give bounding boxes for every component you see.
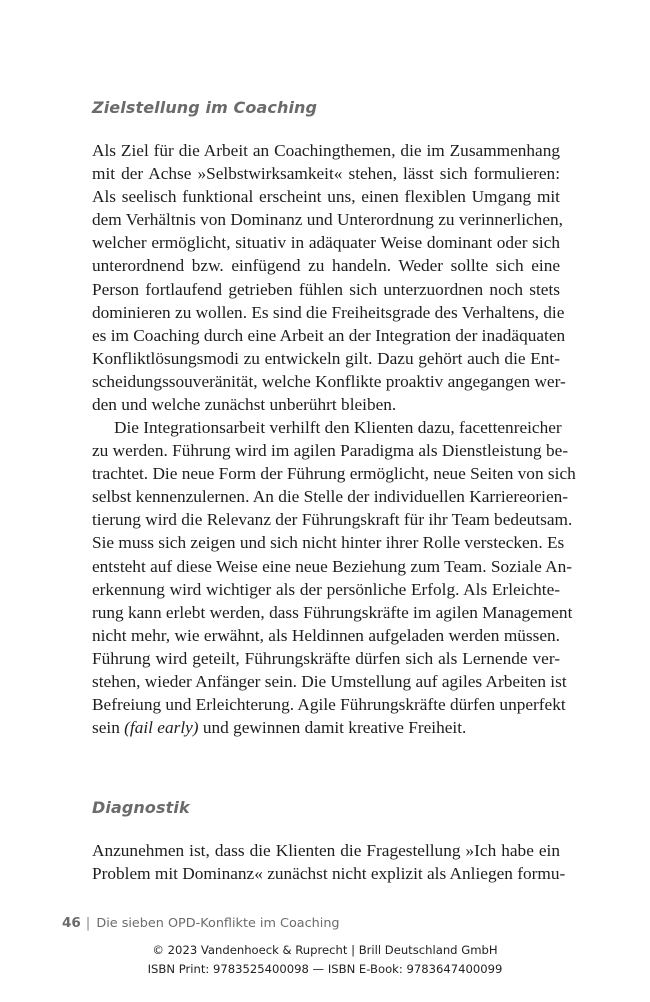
text-line: Problem mit Dominanz« zunächst nicht explizit als Anliegen formu- bbox=[92, 864, 566, 884]
paragraph-diagnostik-1 bbox=[92, 839, 566, 885]
running-footer bbox=[62, 915, 340, 931]
text-line: den und welche zunächst unberührt bleiben. bbox=[92, 395, 397, 415]
text-line: trachtet. Die neue Form der Führung ermöglicht, neue Seiten von sich bbox=[92, 464, 576, 484]
text-line: tierung wird die Relevanz der Führungskraft für ihr Team bedeutsam. bbox=[92, 510, 573, 530]
text-line: nicht mehr, wie erwähnt, als Heldinnen aufgeladen werden müssen. bbox=[92, 625, 560, 645]
text-line: dominieren zu wollen. Es sind die Freiheitsgrade des Verhaltens, die bbox=[92, 302, 565, 322]
text-line: Befreiung und Erleichterung. Agile Führungskräfte dürfen unperfekt bbox=[92, 695, 566, 715]
text-line: erkennung wird wichtiger als der persönliche Erfolg. Als Erleichte- bbox=[92, 579, 560, 599]
text-line: Führung wird geteilt, Führungskräfte dürfen sich als Lernende ver- bbox=[92, 648, 560, 668]
text-line: zu werden. Führung wird im agilen Paradigma als Dienstleistung be- bbox=[92, 441, 569, 461]
text-line: unterordnend bzw. einfügend zu handeln. Weder sollte sich eine bbox=[92, 256, 560, 276]
copyright-notice: © 2023 Vandenhoeck & Ruprecht | Brill Deutschland GmbH bbox=[152, 943, 498, 957]
text-line: Konfliktlösungsmodi zu entwickeln gilt. Dazu gehört auch die Ent- bbox=[92, 348, 560, 368]
text-line: entsteht auf diese Weise eine neue Beziehung zum Team. Soziale An- bbox=[92, 556, 572, 576]
page-number: 46 bbox=[62, 915, 81, 931]
book-title: Die sieben OPD-Konflikte im Coaching bbox=[96, 916, 340, 931]
text-line: dem Verhältnis von Dominanz und Unterordnung zu verinnerlichen, bbox=[92, 210, 563, 230]
text-line: rung kann erlebt werden, dass Führungskräfte im agilen Management bbox=[92, 602, 573, 622]
section-heading-zielstellung: Zielstellung im Coaching bbox=[92, 98, 318, 117]
text-line: stehen, wieder Anfänger sein. Die Umstellung auf agiles Arbeiten ist bbox=[92, 672, 567, 692]
text-line: es im Coaching durch eine Arbeit an der Integration der inadäquaten bbox=[92, 325, 566, 345]
isbn-notice: ISBN Print: 9783525400098 — ISBN E-Book: 9783647400099 bbox=[147, 962, 503, 976]
text-line: Als seelisch funktional erscheint uns, einen flexiblen Umgang mit bbox=[92, 187, 560, 207]
paragraph-zielstellung-2 bbox=[92, 416, 576, 739]
text-line: Die Integrationsarbeit verhilft den Klienten dazu, facettenreicher bbox=[114, 418, 562, 437]
paragraph-zielstellung-1 bbox=[92, 139, 566, 416]
text-line: Person fortlaufend getrieben fühlen sich unterzuordnen noch stets bbox=[92, 279, 560, 299]
text-line: Anzunehmen ist, dass die Klienten die Fragestellung »Ich habe ein bbox=[92, 841, 560, 860]
section-heading-diagnostik: Diagnostik bbox=[92, 798, 190, 817]
text-line bbox=[92, 716, 560, 739]
text-segment: sein bbox=[92, 718, 125, 738]
text-line: selbst kennenzulernen. An die Stelle der individuellen Karriereorien- bbox=[92, 487, 569, 507]
text-segment: und gewinnen damit kreative Freiheit. bbox=[198, 718, 467, 738]
text-line: scheidungssouveränität, welche Konflikte proaktiv angegangen wer- bbox=[92, 371, 566, 391]
footer-separator: | bbox=[85, 915, 91, 931]
text-line: Als Ziel für die Arbeit an Coachingthemen, die im Zusammenhang bbox=[92, 141, 560, 160]
text-line: mit der Achse »Selbstwirksamkeit« stehen, lässt sich formulieren: bbox=[92, 164, 560, 184]
emphasis-fail-early: (fail early) bbox=[124, 718, 199, 738]
text-line: Sie muss sich zeigen und sich nicht hinter ihrer Rolle verstecken. Es bbox=[92, 533, 565, 553]
text-line: welcher ermöglicht, situativ in adäquater Weise dominant oder sich bbox=[92, 233, 560, 253]
